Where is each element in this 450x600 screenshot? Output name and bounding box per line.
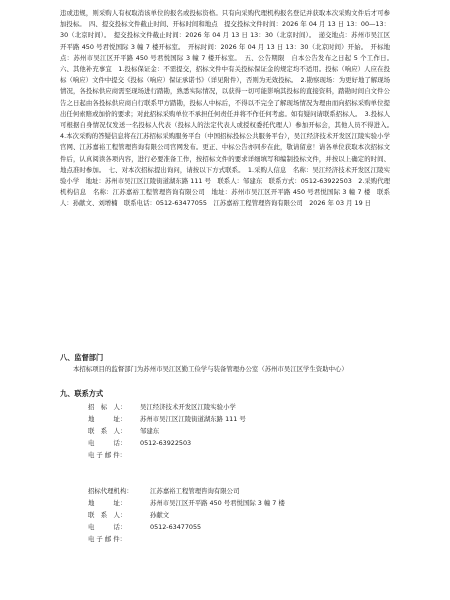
row-label: 电 话：: [88, 439, 127, 447]
row-value: 孙献文: [150, 511, 170, 519]
supervision-text: 本招标项目的监督部门为苏州市吴江区勤工俭学与装备管理办公室（苏州市吴江区学生资助中心）: [73, 365, 348, 373]
row-label: 地 址：: [88, 415, 127, 423]
row-value: 苏州市吴江区江陵街道湖东路 111 号: [140, 415, 246, 423]
body-paragraph: 违或违规，则采购人有权取消该单位的报名或投标资格。只有向采购代理机构报名登记并获取本次采购文件后才可参加投标。 四、提交投标文件截止时间、开标时间和地点 提交投标文件时间：2026 年 04 月 13 日 13：00—13：30（北京时间）。 提交投标文件截止时间：2026 年 04 月 13 日 13：30（北京时间）。 递交地点：苏州市吴江区开平路 450 号君悦国际 3 幢 7 楼开标室。 开标时间：2026 年 04 月 13 日 13：30（北京时间）开始。 开标地点：苏州市吴江区开平路 450 号君悦国际 3 幢 7 楼开标室。 五、公告期限 自本公告发布之日起 5 个工作日。 六、其他补充事宜 1.投标保证金：不需提交，招标文件中有关投标保证金的规定均不适用。投标（响应）人应在投标（响应）文件中提交《投标（响应）保证承诺书》（详见附件），否则为无效投标。 2.勘察现场：为更好地了解现场情况，各投标供应商需至现场进行踏勘，熟悉实际情况，以获得一切可能影响其投标的直接资料，踏勘时间自文件公告之日起由各投标供应商自行联系甲方踏勘，投标人中标后，不得以不完全了解现场情况为理由而向招标采购单位提出任何索赔或加价的要求；对此招标采购单位不承担任何责任并将不作任何考虑。如有疑问请联系招标人。 3.投标人可根据自身情况仅发送一名投标人代表（投标人的法定代表人或授权委托代理人）参加开标会，其他人员不得进入。 4.本次采购的答疑信息将在江苏招标采购服务平台（中国招标投标公共服务平台），吴江经济技术开发区江陵实验小学官网、江苏嘉裕工程管理咨询有限公司官网发布。更正、中标公告亦同步在此，敬请留意！请各单位获取本次招标文件后，认真阅读各项内容，进行必要准备工作，按招标文件的要求详细填写和编制投标文件，并按以上确定的时间、地点准时参加。 七、对本次招标提出询问，请按以下方式联系。 1.采购人信息 名称：吴江经济技术开发区江陵实验小学 地址：苏州市吴江区江陵街道湖东路 111 号 联系人：邹建东 联系方式：0512-63922503 2.采购代理机构信息 名称：江苏嘉裕工程管理咨询有限公司 地址：苏州市吴江区开平路 450 号君悦国际 3 幢 7 楼 联系人：孙献文、刘增楠 联系电话：0512-63477055 江苏嘉裕工程管理咨询有限公司 2026 年 03 月 19 日: [60, 9, 397, 208]
row-value: 0512-63477055: [150, 523, 202, 531]
section-8-heading: 八、监督部门: [60, 353, 104, 362]
section-9-heading: 九、联系方式: [60, 389, 104, 398]
row-label: 招标代理机构：: [88, 487, 133, 495]
row-label: 电 子 邮 件：: [88, 451, 127, 459]
row-label: 招 标 人：: [88, 403, 127, 411]
row-label: 联 系 人：: [88, 427, 127, 435]
row-label: 电 子 邮 件：: [88, 535, 127, 543]
row-label: 地 址：: [88, 499, 127, 507]
row-label: 联 系 人：: [88, 511, 127, 519]
row-label: 电 话：: [88, 523, 127, 531]
row-value: 苏州市吴江区开平路 450 号君悦国际 3 幢 7 楼: [150, 499, 285, 507]
row-value: 邹建东: [140, 427, 160, 435]
row-value: 0512-63922503: [140, 439, 192, 447]
row-value: 吴江经济技术开发区江陵实验小学: [140, 403, 236, 411]
section-8-text: [60, 364, 390, 375]
announcement-body: [60, 8, 397, 210]
row-value: 江苏嘉裕工程管理咨询有限公司: [150, 487, 240, 495]
